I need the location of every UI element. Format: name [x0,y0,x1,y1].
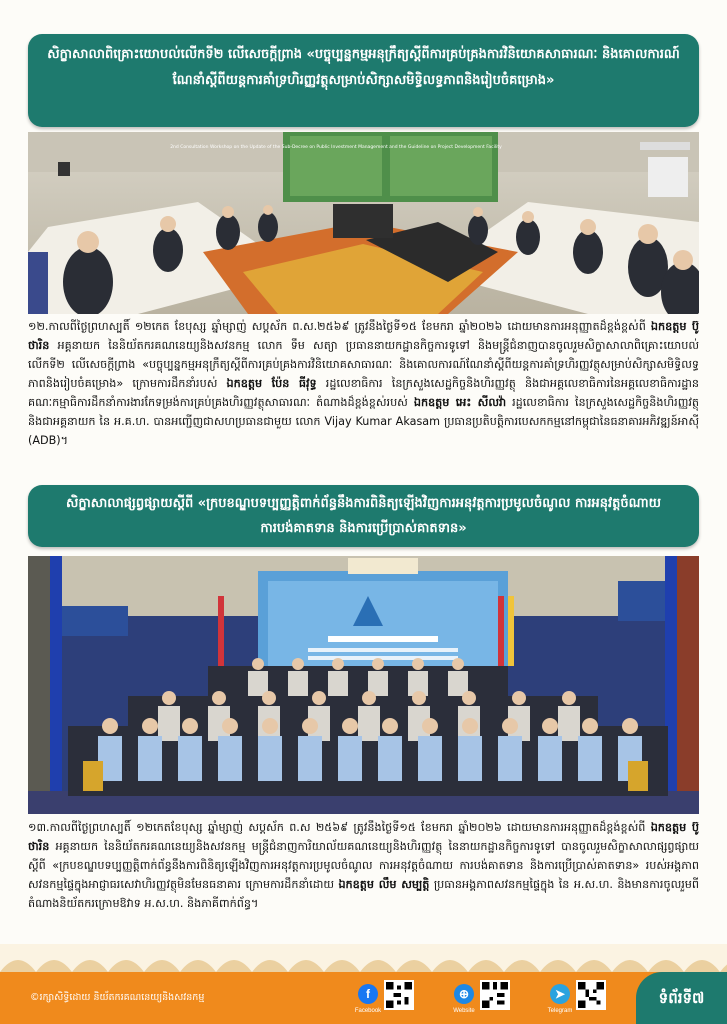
facebook-icon: f [358,984,378,1004]
footer-credit: ©រក្សាសិទ្ធិដោយ និយ័តករគណនេយ្យនិងសវនកម្ម [30,992,205,1003]
footer-bar [0,972,727,1024]
article-2-caption-mid-1: អគ្គនាយក នៃនិយ័តករគណនេយ្យនិងសវនកម្ម មន្ត្រីជំនាញការិយាល័យគណនេយ្យនិងហិរញ្ញវត្ថុ នៃនាយកដ្ឋានកិច្ចការទូទៅ បានចូលរួមសិក្ខាសាលាផ្សព្វផ្សាយស្តីពី «ក្របខណ្ឌបទប្បញ្ញត្តិពាក់ព័ន្ធនឹងការពិនិត្យឡើងវិញការអនុវត្តការប្រមូលចំណូល ការអនុវត្តចំណាយ ការបង់គាតទាន និងការប្រើប្រាស់គាតទាន» របស់អង្គភាពសវនកម្មផ្ទៃក្នុងអាជ្ញាធរសេវាហិរញ្ញវត្ថុមិនមែនធនាគារ ក្រោមការដឹកនាំដោយ [28,840,699,891]
article-2-caption [28,818,699,938]
telegram-qr-code[interactable] [576,980,606,1010]
article-1-caption-tail: រដ្ឋលេខាធិការ នៃក្រសួងសេដ្ឋកិច្ចនិងហិរញ្ញវត្ថុ និងជាអគ្គនាយក នៃ អ.គ.ហ. បានអញ្ជើញជាសហប្រធានជាមួយ លោក Vijay Kumar Akasam ប្រធានប្រតិបត្តិការបេសកកម្មនៅកម្ពុជានៃធនាគារអភិវឌ្ឍន៍អាស៊ី (ADB)។ [28,396,699,447]
article-1-caption [28,317,699,477]
article-1-caption-name-2: ឯកឧត្តម ប៉ែន ធីវុទ្ធ [226,377,317,390]
article-1-banner-text: 2nd Consultation Workshop on the Update of the Sub-Decree on Public Investment Management and the Guideline on Project Development Facility [170,145,502,150]
telegram-icon: ➤ [550,984,570,1004]
article-1-caption-mid-1: អគ្គនាយក នៃនិយ័តករគណនេយ្យនិងសវនកម្ម លោក ទឹម សត្យា ប្រធាននាយកដ្ឋានកិច្ចការទូទៅ និងមន្ត្រីជំនាញបានចូលរួមសិក្ខាសាលាពិគ្រោះយោបល់លើកទី២ លើសេចក្តីព្រាង «បច្ចុប្បន្នកម្មអនុក្រឹត្យស្តីពីការគ្រប់គ្រងការវិនិយោគសាធារណៈ និងគោលការណ៍ណែនាំស្តីពីយន្តការគាំទ្រហិរញ្ញវត្ថុសម្រាប់សិក្សាសមិទ្ធិលទ្ធភាពនិងរៀបចំគម្រោង» ក្រោមការដឹកនាំរបស់ [28,339,699,390]
facebook-qr-code[interactable] [384,980,414,1010]
telegram-label: Telegram [547,1008,573,1014]
article-1-caption-lead: ១២.កាលពីថ្ងៃព្រហស្បតិ៍ ១២កេត ខែបុស្ស ឆ្នាំម្សាញ់ សប្តស័ក ព.ស.២៥៦៩ ត្រូវនឹងថ្ងៃទី១៥ ខែមករា ឆ្នាំ២០២៦ ដោយមានការអនុញ្ញាតដ៏ខ្ពង់ខ្ពស់ពី [28,320,651,333]
website-link[interactable] [454,978,514,1020]
page-number-badge: ទំព័រទី៧ [636,972,727,1024]
telegram-link[interactable] [547,978,610,1020]
article-2-caption-name-2: ឯកឧត្តម លឹម សម្បត្តិ [338,878,430,891]
article-2-caption-lead: ១៣.កាលពីថ្ងៃព្រហស្បតិ៍ ១២កេតខែបុស្ស ឆ្នាំម្សាញ់ សប្តស័ក ព.ស ២៥៦៩ ត្រូវនឹងថ្ងៃទី១៥ ខែមករា ឆ្នាំ២០២៦ ដោយមានការអនុញ្ញាតដ៏ខ្ពង់ខ្ពស់ពី [28,821,651,834]
article-1-headline: សិក្ខាសាលាពិគ្រោះយោបល់លើកទី២ លើសេចក្តីព្រាង «បច្ចុប្បន្នកម្មអនុក្រឹត្យស្តីពីការគ្រប់គ្រងការវិនិយោគសាធារណៈ និងគោលការណ៍ណែនាំស្តីពីយន្តការគាំទ្រហិរញ្ញវត្ថុសម្រាប់សិក្សាសមិទ្ធិលទ្ធភាពនិងរៀបចំគម្រោង» [28,34,699,127]
article-2-caption-tail: ប្រធានអង្គភាពសវនកម្មផ្ទៃក្នុង នៃ អ.ស.ហ. និងមានការចូលរួមពីតំណាងនិយ័តករក្រោមឱវាទ អ.ស.ហ. និងភាគីពាក់ព័ន្ធ។ [28,878,699,910]
website-label: Website [453,1008,475,1014]
article-2-photo [28,556,699,814]
article-1-caption-name-1: ឯកឧត្តម ប៊ូ ថារិន [28,320,699,352]
article-1-caption-mid-2: រដ្ឋលេខាធិការ នៃក្រសួងសេដ្ឋកិច្ចនិងហិរញ្ញវត្ថុ និងជាអគ្គលេខាធិការនៃអគ្គលេខាធិការដ្ឋានគណៈកម្មាធិការដឹកនាំការងារកែទម្រង់ការគ្រប់គ្រងហិរញ្ញវត្ថុសាធារណៈ តំណាងដ៏ខ្ពង់ខ្ពស់របស់ [28,377,699,409]
facebook-label: Facebook [354,1008,382,1014]
decorative-border [0,944,727,972]
article-2-headline: សិក្ខាសាលាផ្សព្វផ្សាយស្តីពី «ក្របខណ្ឌបទប្បញ្ញត្តិពាក់ព័ន្ធនឹងការពិនិត្យឡើងវិញការអនុវត្តការប្រមូលចំណូល ការអនុវត្តចំណាយ ការបង់គាតទាន និងការប្រើប្រាស់គាតទាន» [28,485,699,547]
article-1-caption-name-3: ឯកឧត្តម អេះ សីលវ៉ា [413,396,507,409]
facebook-link[interactable] [354,978,418,1020]
article-2-caption-name-1: ឯកឧត្តម ប៊ូ ថារិន [28,821,699,853]
globe-icon: ⊕ [454,984,474,1004]
website-qr-code[interactable] [480,980,510,1010]
article-1-photo [28,132,699,314]
